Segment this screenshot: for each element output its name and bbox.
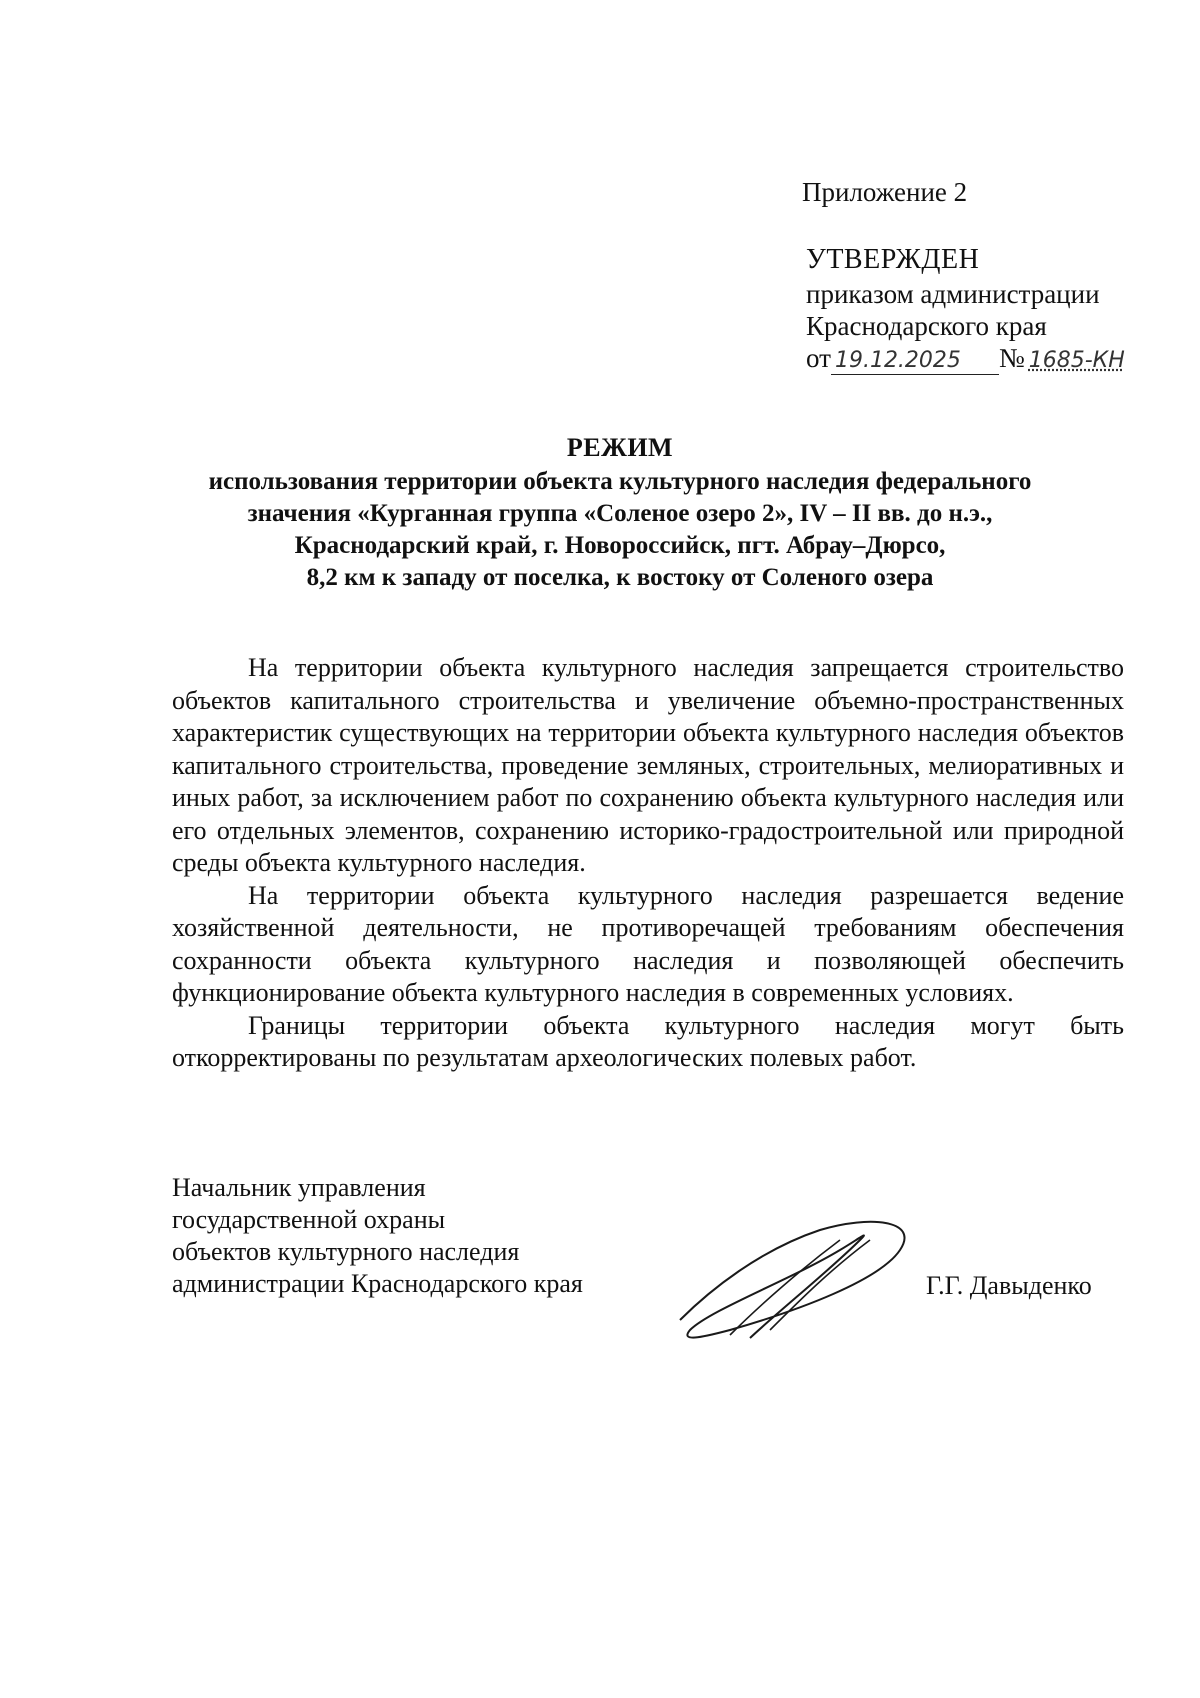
signatory-title-block [172,1172,583,1300]
approved-heading: УТВЕРЖДЕН [806,244,980,275]
number-prefix: № [998,343,1025,373]
handwritten-number: 1685-КН [1028,348,1125,373]
signatory-line-4: администрации Краснодарского края [172,1269,583,1298]
approval-line-1: приказом администрации [806,279,1100,309]
signatory-name: Г.Г. Давыденко [926,1271,1092,1300]
signatory-line-2: государственной охраны [172,1205,446,1234]
title-line-4: 8,2 км к западу от поселка, к востоку от Соленого озера [306,564,934,591]
signatory-line-1: Начальник управления [172,1173,426,1202]
date-prefix: от [806,343,831,373]
approval-block [806,244,1133,375]
approval-date-line [806,342,1133,375]
body-paragraph-1: На территории объекта культурного наследия запрещается строительство объектов капитального строительства и увеличение объемно-пространственных характеристик существующих на территории объекта культурного наследия объектов капитального строительства, проведение земляных, строительных, мелиоративных и иных работ, за исключением работ по сохранению объекта культурного наследия или его отдельных элементов, сохранению историко-градостроительной или природной среды объекта культурного наследия. [172,653,1124,877]
body-paragraph-3: Границы территории объекта культурного наследия могут быть откорректированы по результатам археологических полевых работ. [172,1010,1124,1072]
appendix-label: Приложение 2 [802,177,968,207]
document-body [172,652,1124,1075]
title-line-2: значения «Курганная группа «Соленое озеро 2», IV – II вв. до н.э., [247,500,993,527]
approval-line-2: Краснодарского края [806,311,1047,341]
title-line-1: использования территории объекта культурного наследия федерального [208,468,1032,495]
body-paragraph-2: На территории объекта культурного наследия разрешается ведение хозяйственной деятельности, не противоречащей требованиям обеспечения сохранности объекта культурного наследия и позволяющей обеспечить функционирование объекта культурного наследия в современных условиях. [172,880,1124,1007]
handwritten-date: 19.12.2025 [831,348,999,375]
handwritten-signature [670,1210,930,1350]
document-title-block [120,432,1120,594]
document-title: РЕЖИМ [566,433,674,462]
signatory-line-3: объектов культурного наследия [172,1237,520,1266]
title-line-3: Краснодарский край, г. Новороссийск, пгт. Абрау–Дюрсо, [294,532,946,559]
